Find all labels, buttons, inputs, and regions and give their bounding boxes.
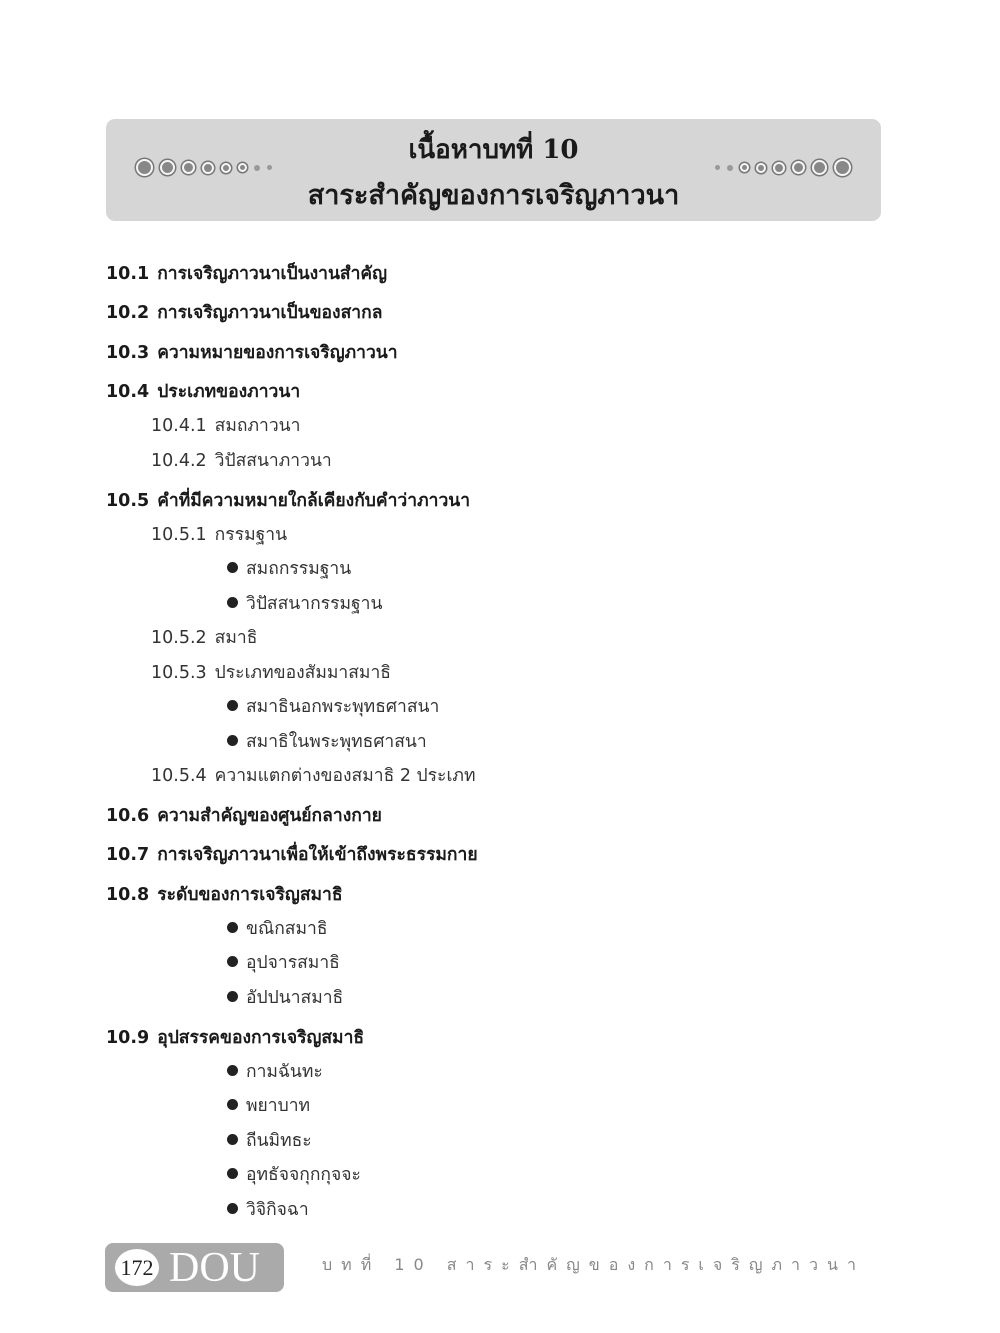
toc-label: วิปัสสนาภาวนา [214, 451, 332, 471]
toc-label: การเจริญภาวนาเป็นของสากล [157, 303, 383, 323]
toc-bullet-item [227, 730, 427, 754]
bullet-icon [227, 735, 238, 746]
toc-bullet-item [227, 1198, 309, 1222]
toc-number: 10.5.4 [151, 766, 207, 786]
toc-label: อุปสรรคของการเจริญสมาธิ [157, 1028, 365, 1048]
toc-label: ความแตกต่างของสมาธิ 2 ประเภท [214, 766, 476, 786]
toc-subsection [151, 523, 287, 547]
toc-number: 10.7 [106, 845, 150, 865]
toc-section [106, 262, 387, 286]
toc-label: สมาธินอกพระพุทธศาสนา [246, 697, 440, 717]
page-number: 172 [115, 1249, 159, 1286]
toc-label: การเจริญภาวนาเป็นงานสำคัญ [157, 264, 388, 284]
toc-label: กรรมฐาน [214, 525, 288, 545]
toc-section [106, 301, 382, 325]
chapter-banner [106, 119, 881, 221]
bullet-icon [227, 1065, 238, 1076]
toc-label: สมาธิ [214, 628, 258, 648]
toc-section [106, 883, 343, 907]
toc-label: ประเภทของภาวนา [157, 382, 301, 402]
toc-number: 10.2 [106, 303, 150, 323]
toc-section [106, 1026, 364, 1050]
running-title: บทที่ 10 สาระสำคัญของการเจริญภาวนา [322, 1255, 865, 1274]
toc-number: 10.3 [106, 343, 150, 363]
toc-bullet-item [227, 1094, 310, 1118]
toc-label: อุปจารสมาธิ [246, 953, 340, 973]
toc-bullet-item [227, 1129, 312, 1153]
bullet-icon [227, 1203, 238, 1214]
decorative-dots-right [715, 159, 851, 176]
toc-bullet-item [227, 695, 439, 719]
bullet-icon [227, 956, 238, 967]
toc-bullet-item [227, 592, 382, 616]
chapter-heading: เนื้อหาบทที่ 10 [408, 135, 579, 165]
footer-badge [105, 1243, 284, 1292]
toc-label: คำที่มีความหมายใกล้เคียงกับคำว่าภาวนา [157, 491, 471, 511]
toc-number: 10.8 [106, 885, 150, 905]
toc-subsection [151, 414, 300, 438]
toc-label: การเจริญภาวนาเพื่อให้เข้าถึงพระธรรมกาย [157, 845, 478, 865]
bullet-icon [227, 597, 238, 608]
toc-number: 10.6 [106, 806, 150, 826]
toc-bullet-item [227, 986, 343, 1010]
toc-section [106, 341, 398, 365]
toc-section [106, 804, 382, 828]
toc-label: ระดับของการเจริญสมาธิ [157, 885, 343, 905]
toc-section [106, 380, 300, 404]
chapter-title: สาระสำคัญของการเจริญภาวนา [307, 180, 680, 211]
toc-label: วิจิกิจฉา [246, 1200, 309, 1220]
toc-label: สมาธิในพระพุทธศาสนา [246, 732, 427, 752]
bullet-icon [227, 1099, 238, 1110]
bullet-icon [227, 1168, 238, 1179]
toc-subsection [151, 626, 257, 650]
bullet-icon [227, 991, 238, 1002]
toc-label: ความสำคัญของศูนย์กลางกาย [157, 806, 382, 826]
toc-label: วิปัสสนากรรมฐาน [246, 594, 383, 614]
bullet-icon [227, 562, 238, 573]
toc-section [106, 489, 470, 513]
toc-label: ถีนมิทธะ [246, 1131, 312, 1151]
toc-bullet-item [227, 951, 340, 975]
toc-label: อัปปนาสมาธิ [246, 988, 344, 1008]
toc-bullet-item [227, 917, 328, 941]
toc-bullet-item [227, 557, 351, 581]
toc-label: ความหมายของการเจริญภาวนา [157, 343, 398, 363]
toc-number: 10.4.2 [151, 451, 207, 471]
toc-label: สมถกรรมฐาน [246, 559, 352, 579]
toc-label: ขณิกสมาธิ [246, 919, 328, 939]
dou-logo: DOU [169, 1245, 260, 1291]
toc-number: 10.4 [106, 382, 150, 402]
toc-subsection [151, 661, 391, 685]
toc-label: พยาบาท [246, 1096, 311, 1116]
toc-label: กามฉันทะ [246, 1062, 323, 1082]
bullet-icon [227, 700, 238, 711]
toc-label: สมถภาวนา [214, 416, 301, 436]
toc-number: 10.1 [106, 264, 150, 284]
bullet-icon [227, 1134, 238, 1145]
toc-number: 10.9 [106, 1028, 150, 1048]
toc-number: 10.5 [106, 491, 150, 511]
toc-subsection [151, 449, 332, 473]
toc-subsection [151, 764, 476, 788]
toc-section [106, 843, 478, 867]
toc-label: ประเภทของสัมมาสมาธิ [214, 663, 391, 683]
toc-number: 10.5.1 [151, 525, 207, 545]
toc-number: 10.4.1 [151, 416, 207, 436]
toc-number: 10.5.3 [151, 663, 207, 683]
toc-bullet-item [227, 1163, 361, 1187]
toc-bullet-item [227, 1060, 323, 1084]
toc-label: อุทธัจจกุกกุจจะ [246, 1165, 361, 1185]
bullet-icon [227, 922, 238, 933]
toc-number: 10.5.2 [151, 628, 207, 648]
